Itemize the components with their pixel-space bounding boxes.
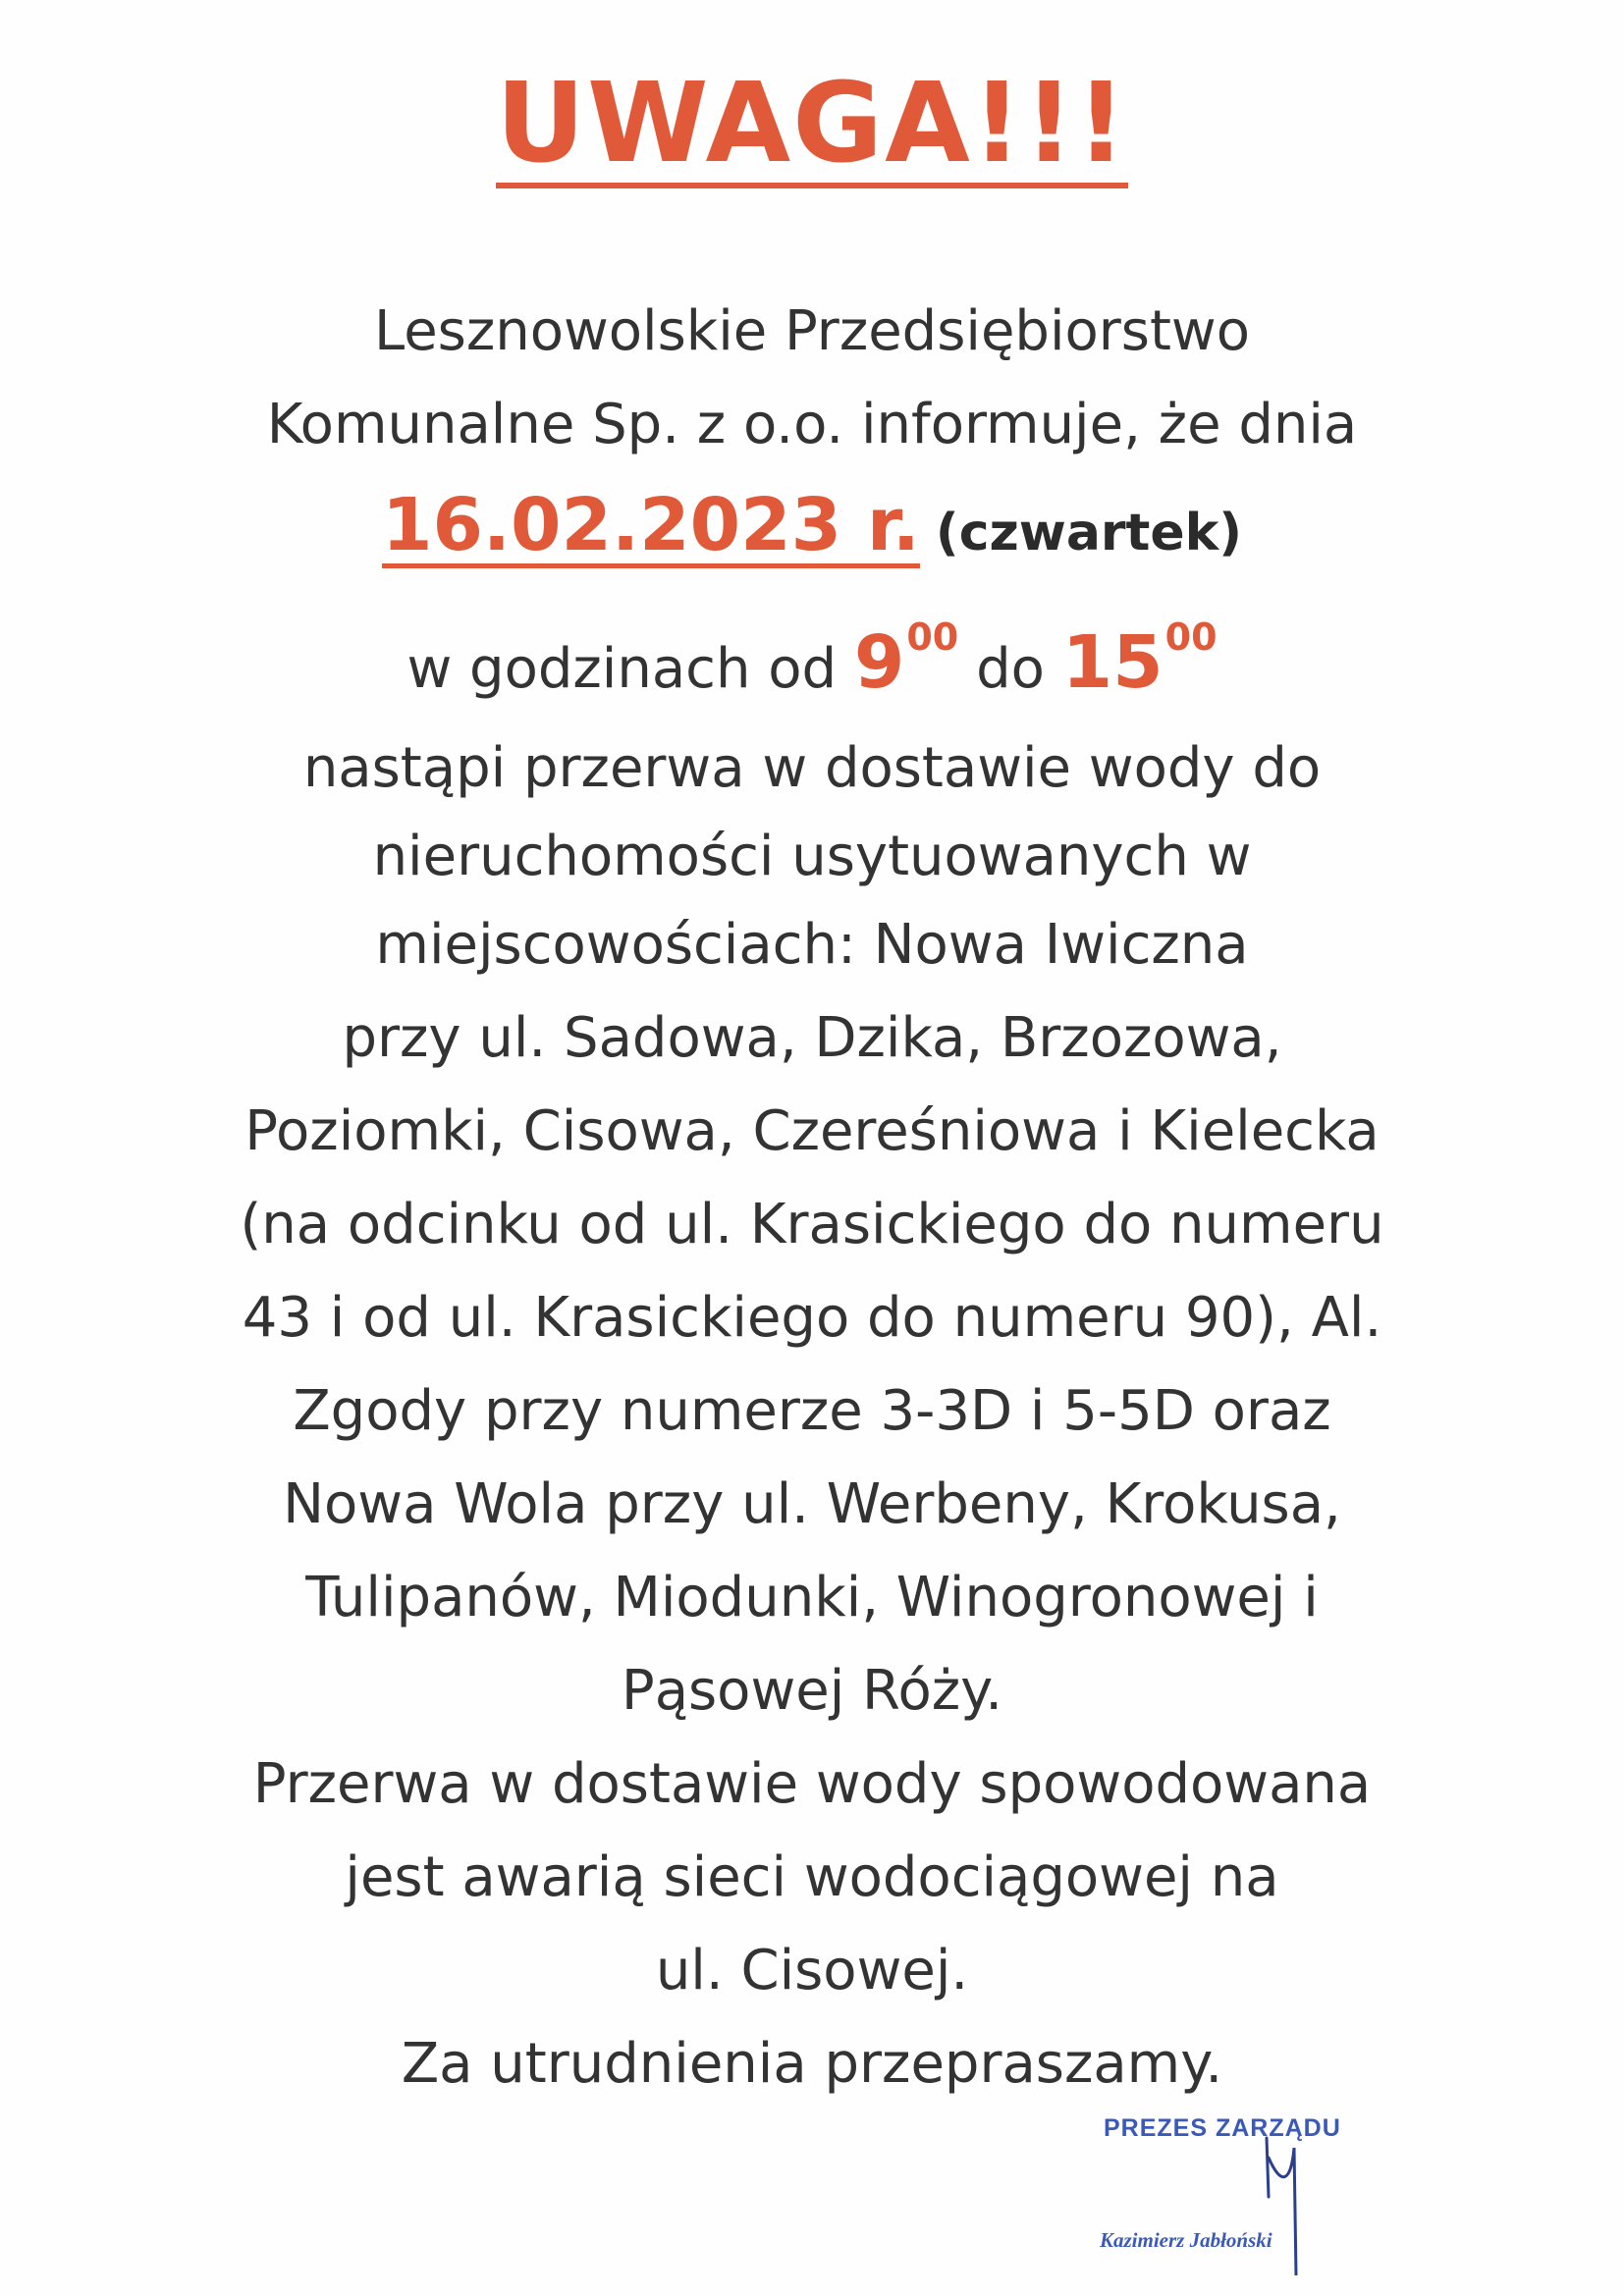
body-line: (na odcinku od ul. Krasickiego do numeru xyxy=(240,1193,1384,1256)
body-line: 43 i od ul. Krasickiego do numeru 90), Al. xyxy=(242,1286,1382,1350)
signature-icon xyxy=(1247,2128,1326,2275)
hour-start xyxy=(853,615,959,705)
body-line: miejscowościach: Nowa Iwiczna xyxy=(375,913,1249,977)
hours-prefix: w godzinach od xyxy=(406,637,838,701)
body-line: jest awarią sieci wodociągowej na xyxy=(345,1845,1279,1909)
president-stamp xyxy=(1100,2110,1414,2268)
body-line: Poziomki, Cisowa, Czereśniowa i Kielecka xyxy=(244,1099,1380,1163)
hour-end xyxy=(1061,615,1218,705)
notice-date: 16.02.2023 r. xyxy=(381,483,920,567)
body-line: Pąsowej Róży. xyxy=(621,1659,1003,1723)
hours-line xyxy=(0,615,1624,705)
body-line: nastąpi przerwa w dostawie wody do xyxy=(302,736,1322,800)
date-line xyxy=(0,483,1624,568)
body-line: Zgody przy numerze 3-3D i 5-5D oraz xyxy=(293,1379,1331,1443)
notice-weekday: (czwartek) xyxy=(935,504,1243,562)
body-line: Nowa Wola przy ul. Werbeny, Krokusa, xyxy=(283,1472,1341,1536)
hour-start-minutes: 00 xyxy=(906,615,959,659)
body-line: nieruchomości usytuowanych w xyxy=(372,825,1252,888)
hour-end-value: 15 xyxy=(1061,620,1164,705)
body-line: Za utrudnienia przepraszamy. xyxy=(401,2032,1223,2096)
stamp-name: Kazimierz Jabłoński xyxy=(1100,2228,1272,2252)
stamp-title: PREZES ZARZĄDU xyxy=(1104,2114,1341,2142)
body-line: ul. Cisowej. xyxy=(655,1939,969,2002)
hour-start-value: 9 xyxy=(853,620,905,705)
body-line: Przerwa w dostawie wody spowodowana xyxy=(252,1752,1372,1816)
intro-line-1: Lesznowolskie Przedsiębiorstwo xyxy=(373,299,1250,363)
notice-title: UWAGA!!! xyxy=(496,60,1128,187)
hour-end-minutes: 00 xyxy=(1164,615,1218,659)
body-line: przy ul. Sadowa, Dzika, Brzozowa, xyxy=(342,1006,1282,1070)
body-line: Tulipanów, Miodunki, Winogronowej i xyxy=(305,1566,1319,1629)
intro-line-2: Komunalne Sp. z o.o. informuje, że dnia xyxy=(266,393,1358,456)
hours-mid: do xyxy=(976,637,1045,701)
